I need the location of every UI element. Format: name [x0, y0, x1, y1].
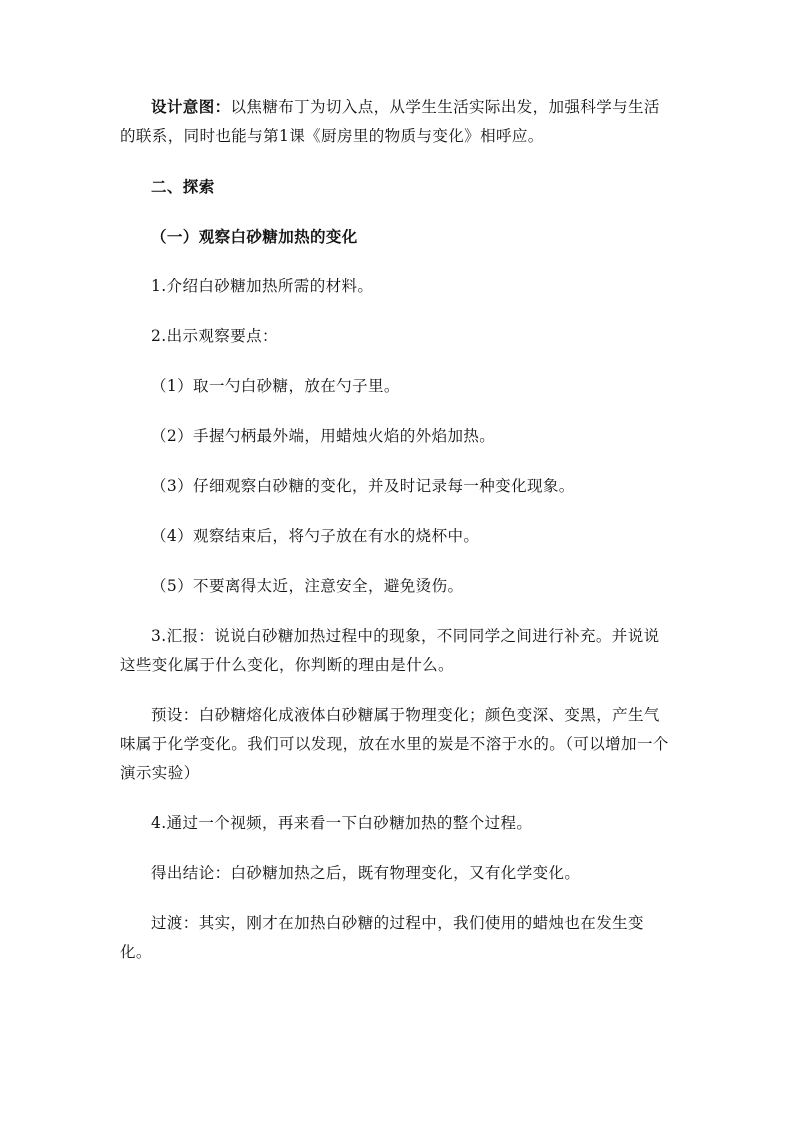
conclusion-paragraph: 得出结论：白砂糖加热之后，既有物理变化，又有化学变化。: [151, 864, 581, 882]
transition-paragraph: 过渡：其实，刚才在加热白砂糖的过程中，我们使用的蜡烛也在发生变化。: [120, 914, 644, 961]
step-4-video: 4.通过一个视频，再来看一下白砂糖加热的整个过程。: [151, 814, 533, 832]
preset-paragraph: 预设：白砂糖熔化成液体白砂糖属于物理变化；颜色变深、变黑，产生气味属于化学变化。我们可以发现，放在水里的炭是不溶于水的。（可以增加一个演示实验）: [120, 706, 669, 782]
observation-point-1: （1）取一勺白砂糖，放在勺子里。: [151, 377, 400, 395]
section-heading-explore: 二、探索: [151, 177, 215, 196]
observation-point-4: （4）观察结束后，将勺子放在有水的烧杯中。: [151, 527, 480, 545]
design-intent-label: 设计意图：: [151, 97, 231, 116]
observation-point-2: （2）手握勺柄最外端，用蜡烛火焰的外焰加热。: [151, 427, 496, 445]
observation-point-3: （3）仔细观察白砂糖的变化，并及时记录每一种变化现象。: [151, 477, 575, 495]
subsection-heading-observe-sugar: （一）观察白砂糖加热的变化: [151, 227, 358, 246]
observation-point-5: （5）不要离得太近，注意安全，避免烫伤。: [151, 577, 464, 595]
step-1: 1.介绍白砂糖加热所需的材料。: [151, 277, 374, 295]
step-3-report: 3.汇报：说说白砂糖加热过程中的现象，不同同学之间进行补充。并说说这些变化属于什么变化，你判断的理由是什么。: [120, 627, 660, 674]
step-2: 2.出示观察要点：: [151, 327, 278, 345]
design-intent-paragraph: [120, 92, 674, 151]
design-intent-text: 以焦糖布丁为切入点，从学生生活实际出发，加强科学与生活的联系，同时也能与第1课《厨房里的物质与变化》相呼应。: [120, 98, 660, 145]
